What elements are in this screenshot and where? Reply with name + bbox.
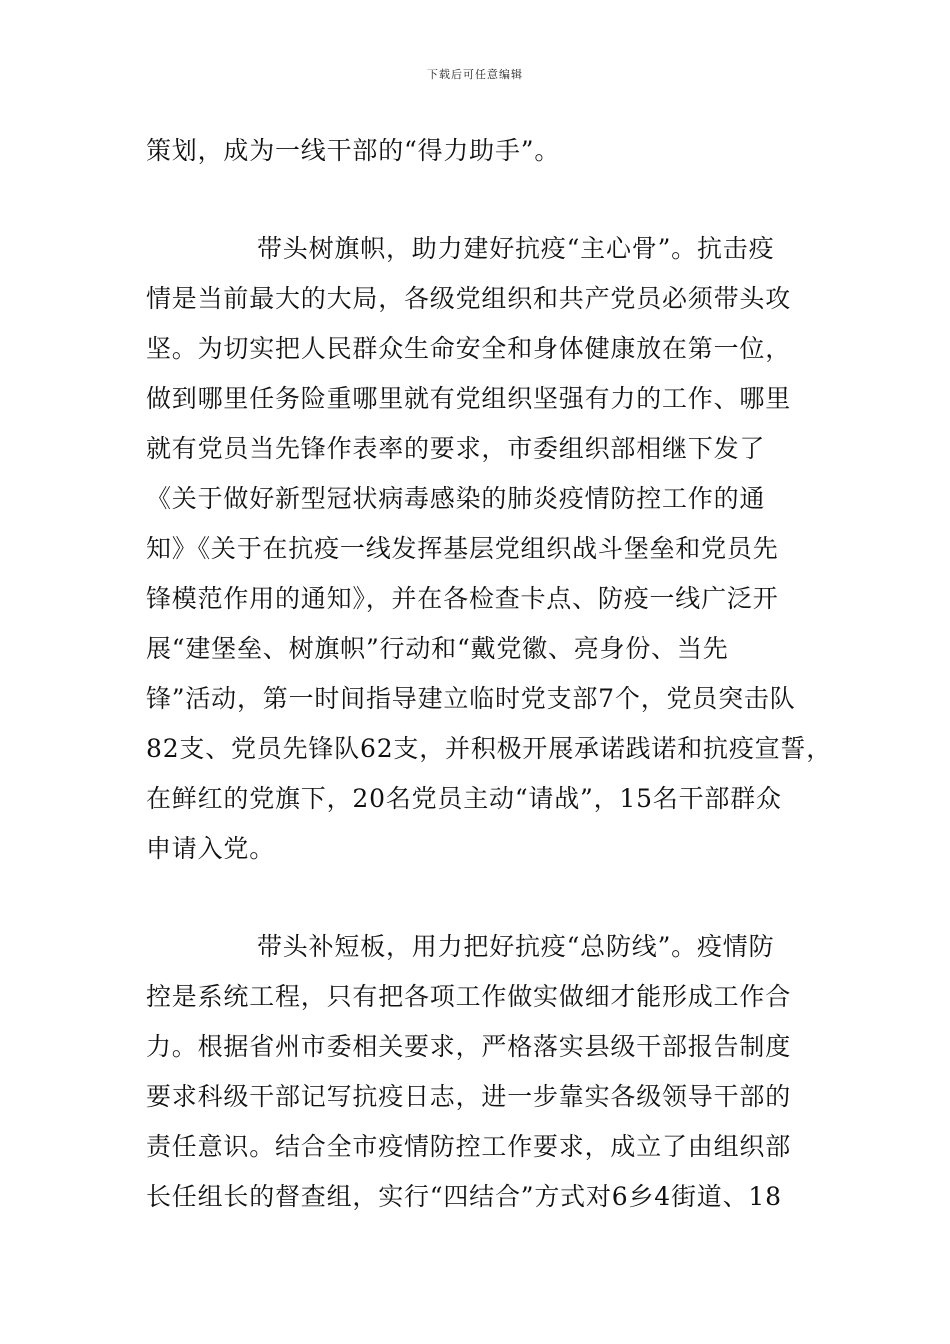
text-line: 带头树旗帜，助力建好抗疫“主心骨”。抗击疫	[257, 234, 775, 263]
page-header: 下载后可任意编辑	[427, 68, 523, 81]
text-line: 82支、党员先锋队62支，并积极开展承诺践诺和抗疫宣誓，	[146, 734, 833, 763]
text-line: 锋模范作用的通知》，并在各检查卡点、防疫一线广泛开	[146, 584, 779, 613]
text-line: 就有党员当先锋作表率的要求，市委组织部相继下发了	[146, 434, 766, 463]
text-line: 知》《关于在抗疫一线发挥基层党组织战斗堡垒和党员先	[146, 534, 779, 563]
text-line: 申请入党。	[146, 834, 276, 863]
text-line: 控是系统工程，只有把各项工作做实做细才能形成工作合	[146, 982, 792, 1011]
text-line: 力。根据省州市委相关要求，严格落实县级干部报告制度	[146, 1032, 792, 1061]
text-line: 锋”活动，第一时间指导建立临时党支部7个，党员突击队	[146, 684, 796, 713]
text-line: 要求科级干部记写抗疫日志，进一步靠实各级领导干部的	[146, 1082, 792, 1111]
text-line: 情是当前最大的大局，各级党组织和共产党员必须带头攻	[146, 284, 792, 313]
text-line: 做到哪里任务险重哪里就有党组织坚强有力的工作、哪里	[146, 384, 792, 413]
text-line: 在鲜红的党旗下，20名党员主动“请战”，15名干部群众	[146, 784, 782, 813]
text-line: 坚。为切实把人民群众生命安全和身体健康放在第一位，	[146, 334, 792, 363]
text-line: 责任意识。结合全市疫情防控工作要求，成立了由组织部	[146, 1132, 792, 1161]
text-line: 展“建堡垒、树旗帜”行动和“戴党徽、亮身份、当先	[146, 634, 729, 663]
text-line: 策划，成为一线干部的“得力助手”。	[146, 136, 561, 165]
text-line: 长任组长的督查组，实行“四结合”方式对6乡4街道、18	[146, 1182, 782, 1211]
text-line: 带头补短板，用力把好抗疫“总防线”。疫情防	[257, 932, 775, 961]
text-line: 《关于做好新型冠状病毒感染的肺炎疫情防控工作的通	[146, 484, 766, 513]
